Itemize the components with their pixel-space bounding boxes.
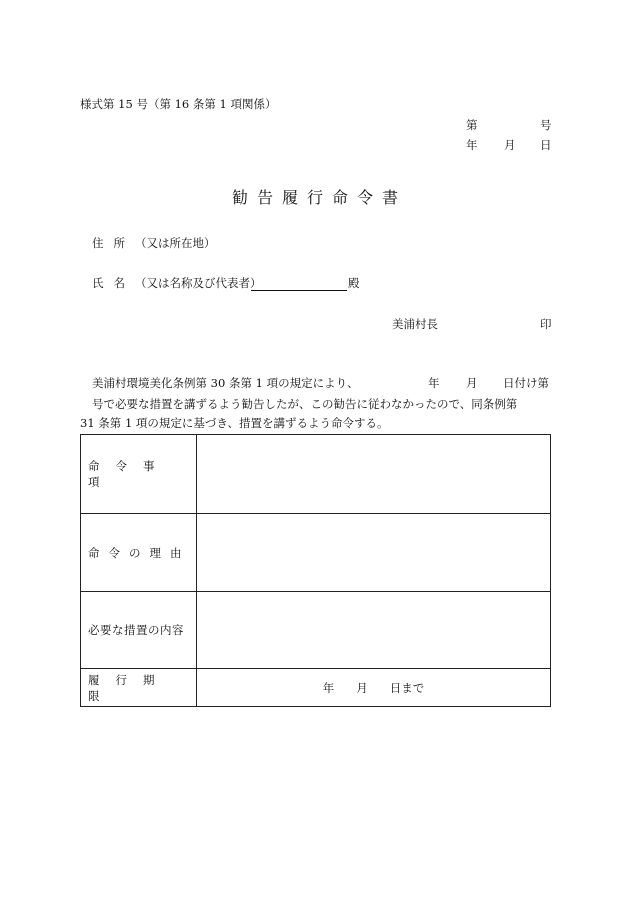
document-number-prefix: 第 [466, 118, 478, 132]
body-text-line-3: 31 条第 1 項の規定に基づき、措置を講ずるよう命令する。 [80, 416, 389, 430]
address-note: （又は所在地） [135, 236, 216, 250]
table-row [81, 435, 550, 513]
body-text-line-1: 美浦村環境美化条例第 30 条第 1 項の規定により、 [92, 376, 359, 390]
document-title: 勧告履行命令書 [231, 188, 407, 207]
deadline-month-label: 月 [356, 681, 368, 695]
body-month-label: 月 [466, 376, 478, 390]
order-reason-field[interactable] [197, 514, 550, 591]
deadline-field[interactable] [197, 669, 550, 706]
row-label-order-reason: 命令の理由 [81, 514, 197, 591]
deadline-year-label: 年 [322, 681, 335, 695]
issuer-title: 美浦村長 [392, 317, 438, 331]
name-note: （又は名称及び代表者） [135, 276, 262, 290]
table-row [81, 513, 550, 591]
deadline-date [197, 680, 550, 696]
body-year-label: 年 [428, 376, 440, 390]
name-field [92, 276, 262, 291]
row-label-order-items: 命令事項 [81, 435, 197, 513]
honorific-dono: 殿 [348, 276, 360, 290]
document-number-suffix: 号 [540, 118, 552, 132]
row-label-required-measures: 必要な措置の内容 [81, 592, 197, 668]
table-row [81, 591, 550, 668]
name-underline [251, 290, 347, 291]
form-number: 様式第 15 号（第 16 条第 1 項関係） [80, 97, 277, 111]
table-row [81, 668, 550, 706]
seal-mark: 印 [540, 317, 552, 331]
date-month-label: 月 [504, 138, 516, 152]
deadline-day-label: 日まで [389, 681, 425, 695]
address-label: 住所 [92, 236, 135, 250]
address-field [92, 236, 216, 251]
body-text-line-2: 号で必要な措置を講ずるよう勧告したが、この勧告に従わなかったので、同条例第 [92, 397, 518, 411]
date-year-label: 年 [466, 138, 478, 152]
order-items-field[interactable] [197, 435, 550, 513]
required-measures-field[interactable] [197, 592, 550, 668]
order-table [80, 434, 551, 707]
name-label: 氏名 [92, 276, 135, 290]
row-label-deadline: 履行期限 [81, 669, 197, 706]
date-day-label: 日 [540, 138, 552, 152]
body-day-reference: 日付け第 [503, 376, 549, 390]
